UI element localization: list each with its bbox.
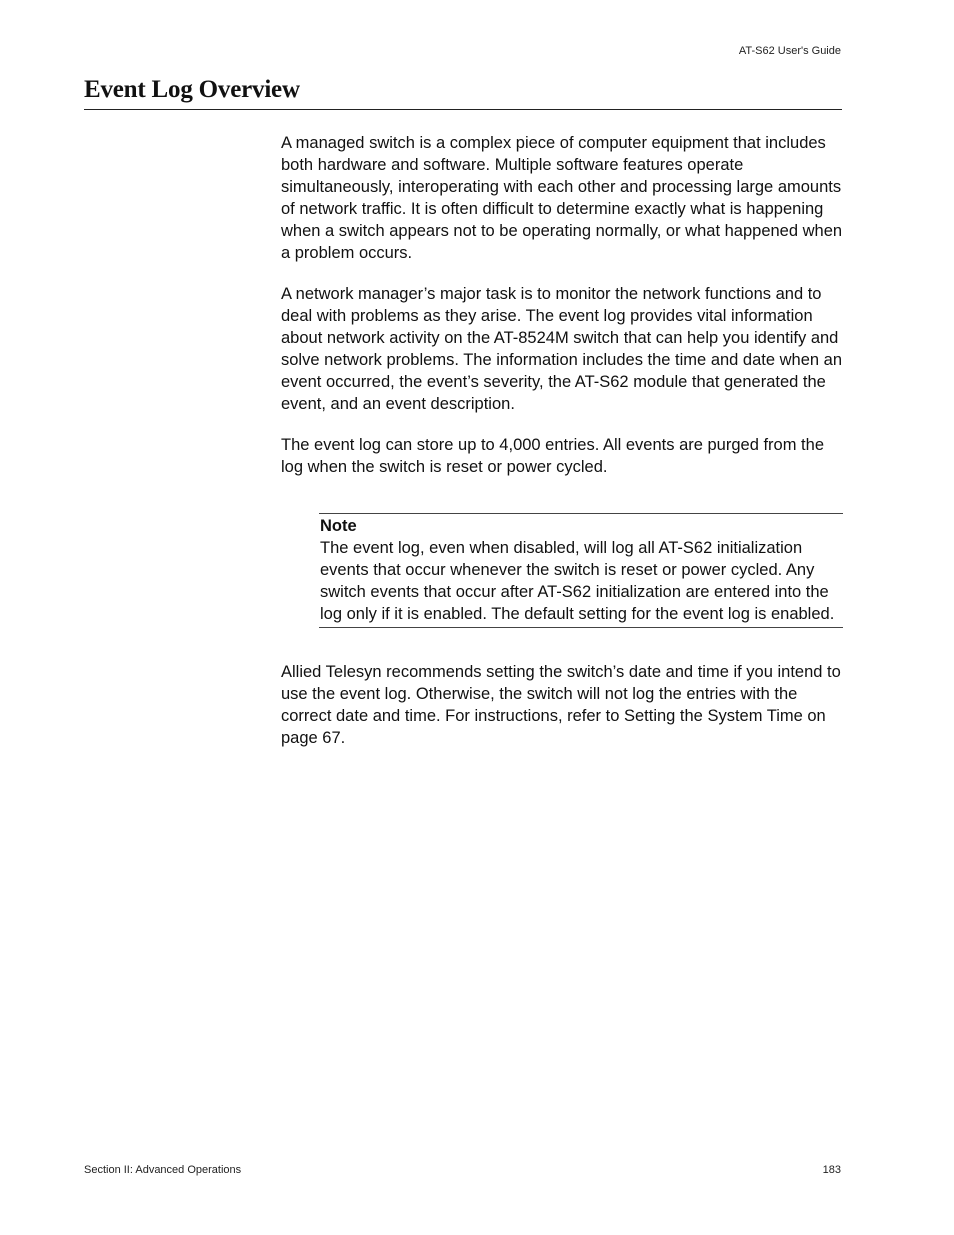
paragraph-network-manager: A network manager’s major task is to monitor the network functions and to deal with problems as they arise. The event log provides vital information about network activity on the AT-8524M switch that can help you identify and solve network problems. The information includes the time and date when an event occurred, the event’s severity, the AT-S62 module that generated the event, and an event description. bbox=[281, 285, 843, 413]
paragraph-recommendation: Allied Telesyn recommends setting the switch’s date and time if you intend to use the event log. Otherwise, the switch will not log the entries with the correct date and time. For instructions, refer to Setting the System Time on page 67. bbox=[281, 663, 841, 747]
footer-page-number: 183 bbox=[822, 1164, 841, 1176]
body-column bbox=[281, 132, 843, 768]
running-header: AT-S62 User's Guide bbox=[738, 45, 841, 57]
title-divider bbox=[84, 109, 842, 110]
page-title: Event Log Overview bbox=[84, 76, 300, 103]
note-title: Note bbox=[320, 517, 357, 535]
paragraph-log-capacity: The event log can store up to 4,000 entries. All events are purged from the log when the switch is reset or power cycled. bbox=[281, 436, 824, 476]
note-box bbox=[319, 513, 843, 628]
paragraph-intro: A managed switch is a complex piece of computer equipment that includes both hardware and software. Multiple software features operate simultaneously, interoperating with each other and processing large amounts of network traffic. It is often difficult to determine exactly what is happening when a switch appears not to be operating normally, or what happened when a problem occurs. bbox=[281, 134, 843, 262]
note-text: The event log, even when disabled, will log all AT-S62 initialization events that occur whenever the switch is reset or power cycled. Any switch events that occur after AT-S62 initialization are entered into the log only if it is enabled. The default setting for the event log is enabled. bbox=[320, 539, 835, 623]
footer-section-label: Section II: Advanced Operations bbox=[84, 1164, 242, 1176]
